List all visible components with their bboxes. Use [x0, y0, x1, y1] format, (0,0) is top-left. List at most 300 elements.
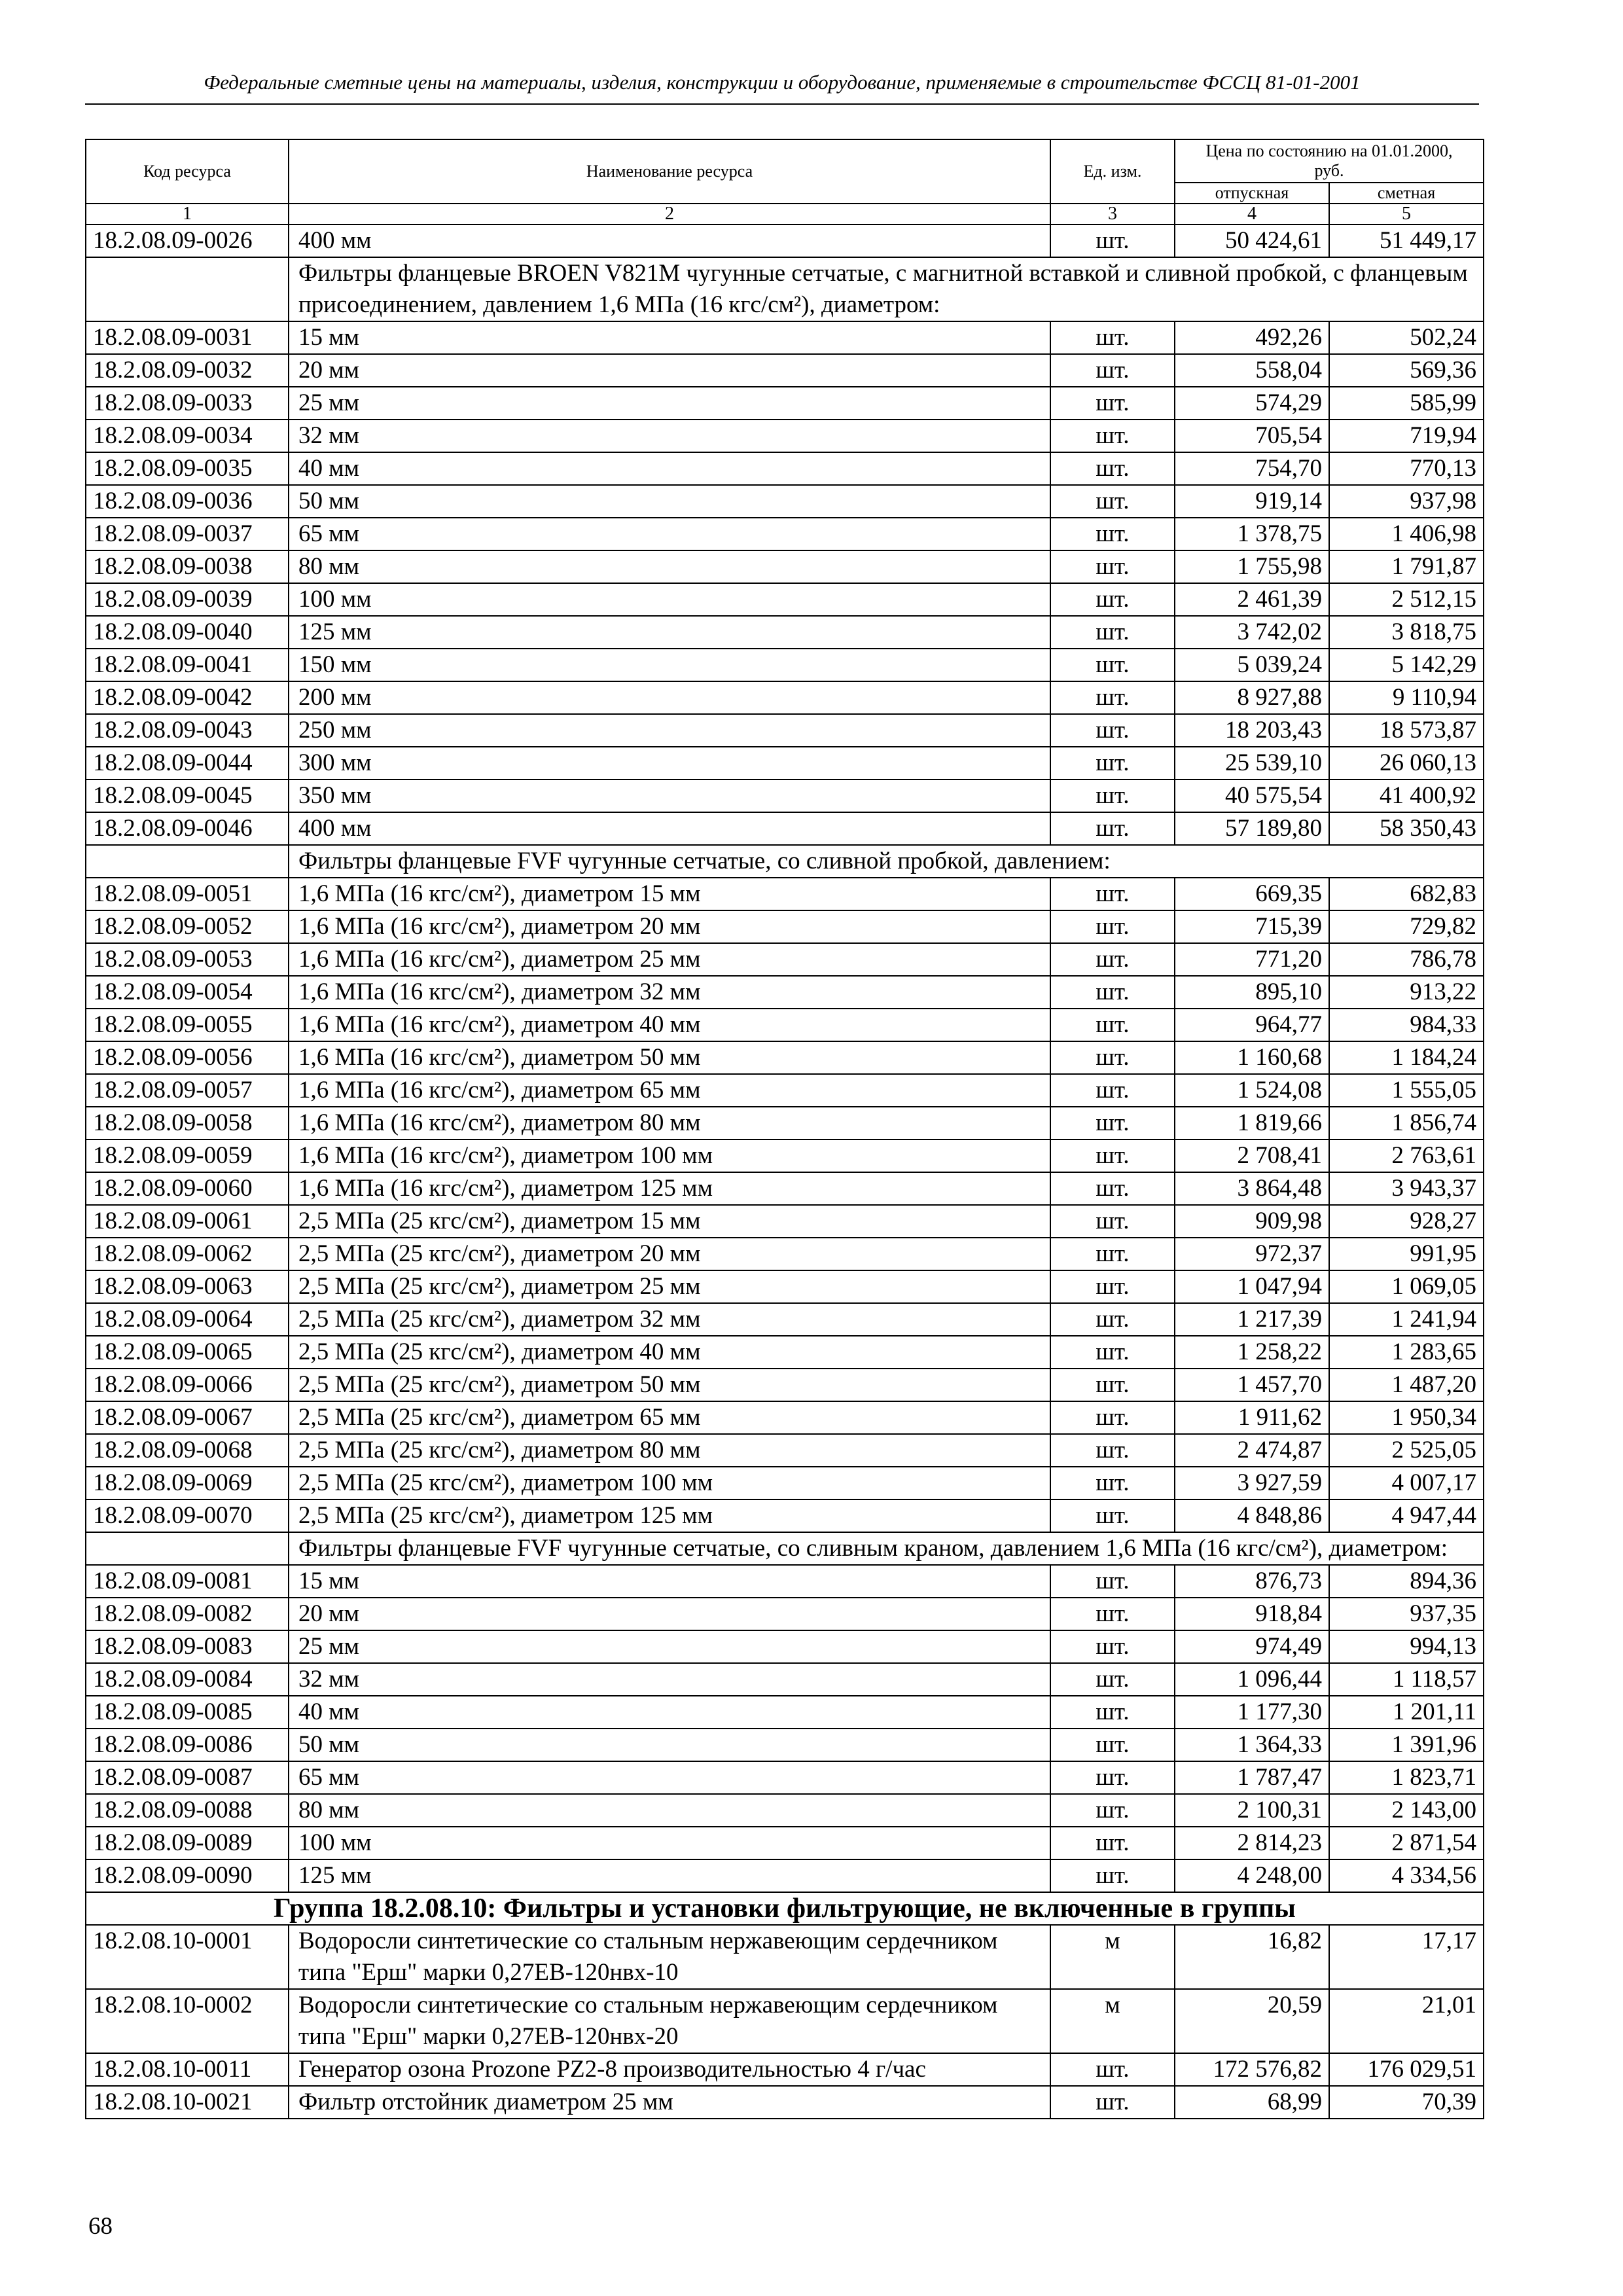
estimate-price-cell: 682,83 — [1329, 878, 1484, 910]
unit-cell: шт. — [1050, 1630, 1175, 1663]
resource-name-cell: Фильтр отстойник диаметром 25 мм — [289, 2086, 1050, 2119]
resource-name-cell: 2,5 МПа (25 кгс/см²), диаметром 80 мм — [289, 1434, 1050, 1467]
resource-name-cell: 2,5 МПа (25 кгс/см²), диаметром 40 мм — [289, 1336, 1050, 1369]
resource-name-cell: 40 мм — [289, 452, 1050, 485]
table-row — [86, 910, 1484, 943]
unit-cell: шт. — [1050, 583, 1175, 616]
estimate-price-cell: 1 069,05 — [1329, 1270, 1484, 1303]
resource-code-cell: 18.2.08.09-0061 — [86, 1205, 289, 1238]
estimate-price-cell: 1 791,87 — [1329, 550, 1484, 583]
table-row — [86, 1205, 1484, 1238]
resource-code-cell: 18.2.08.09-0056 — [86, 1041, 289, 1074]
unit-cell: шт. — [1050, 354, 1175, 387]
resource-code-cell: 18.2.08.09-0053 — [86, 943, 289, 976]
col-header-unit: Ед. изм. — [1050, 139, 1175, 204]
release-price-cell: 8 927,88 — [1175, 681, 1329, 714]
resource-code-cell: 18.2.08.09-0034 — [86, 420, 289, 452]
unit-cell: шт. — [1050, 910, 1175, 943]
release-price-cell: 1 787,47 — [1175, 1761, 1329, 1794]
estimate-price-cell: 3 943,37 — [1329, 1172, 1484, 1205]
table-row — [86, 1859, 1484, 1892]
unit-cell: шт. — [1050, 1270, 1175, 1303]
resource-name-cell: 1,6 МПа (16 кгс/см²), диаметром 32 мм — [289, 976, 1050, 1009]
col-number-4: 4 — [1175, 204, 1329, 224]
unit-cell: шт. — [1050, 1172, 1175, 1205]
resource-name-cell: 15 мм — [289, 321, 1050, 354]
resource-code-cell: 18.2.08.09-0046 — [86, 812, 289, 845]
resource-name-cell: 1,6 МПа (16 кгс/см²), диаметром 100 мм — [289, 1139, 1050, 1172]
unit-cell: м — [1050, 1925, 1175, 1989]
resource-name-cell: 1,6 МПа (16 кгс/см²), диаметром 25 мм — [289, 943, 1050, 976]
unit-cell: шт. — [1050, 649, 1175, 681]
resource-name-cell: Генератор озона Prozone PZ2-8 производительностью 4 г/час — [289, 2053, 1050, 2086]
release-price-cell: 574,29 — [1175, 387, 1329, 420]
resource-name-cell: 50 мм — [289, 1729, 1050, 1761]
release-price-cell: 1 364,33 — [1175, 1729, 1329, 1761]
table-row — [86, 1336, 1484, 1369]
release-price-cell: 1 217,39 — [1175, 1303, 1329, 1336]
estimate-price-cell: 1 406,98 — [1329, 518, 1484, 550]
release-price-cell: 492,26 — [1175, 321, 1329, 354]
estimate-price-cell: 1 184,24 — [1329, 1041, 1484, 1074]
table-row — [86, 387, 1484, 420]
release-price-cell: 172 576,82 — [1175, 2053, 1329, 2086]
release-price-cell: 1 457,70 — [1175, 1369, 1329, 1401]
resource-code-cell: 18.2.08.09-0088 — [86, 1794, 289, 1827]
resource-code-cell: 18.2.08.10-0021 — [86, 2086, 289, 2119]
table-row — [86, 550, 1484, 583]
resource-name-cell: 100 мм — [289, 583, 1050, 616]
estimate-price-cell: 2 525,05 — [1329, 1434, 1484, 1467]
unit-cell: шт. — [1050, 1041, 1175, 1074]
resource-code-cell: 18.2.08.09-0068 — [86, 1434, 289, 1467]
resource-code-cell: 18.2.08.09-0066 — [86, 1369, 289, 1401]
unit-cell: шт. — [1050, 1696, 1175, 1729]
table-row — [86, 1696, 1484, 1729]
table-row — [86, 1041, 1484, 1074]
resource-name-cell: 65 мм — [289, 518, 1050, 550]
release-price-cell: 715,39 — [1175, 910, 1329, 943]
table-row — [86, 1107, 1484, 1139]
estimate-price-cell: 894,36 — [1329, 1565, 1484, 1598]
release-price-cell: 5 039,24 — [1175, 649, 1329, 681]
unit-cell: шт. — [1050, 878, 1175, 910]
estimate-price-cell: 1 950,34 — [1329, 1401, 1484, 1434]
estimate-price-cell: 1 241,94 — [1329, 1303, 1484, 1336]
estimate-price-cell: 913,22 — [1329, 976, 1484, 1009]
unit-cell: шт. — [1050, 2053, 1175, 2086]
estimate-price-cell: 994,13 — [1329, 1630, 1484, 1663]
estimate-price-cell: 17,17 — [1329, 1925, 1484, 1989]
estimate-price-cell: 1 391,96 — [1329, 1729, 1484, 1761]
resource-name-cell: 400 мм — [289, 812, 1050, 845]
unit-cell: шт. — [1050, 1565, 1175, 1598]
release-price-cell: 558,04 — [1175, 354, 1329, 387]
release-price-cell: 964,77 — [1175, 1009, 1329, 1041]
table-row — [86, 714, 1484, 747]
unit-cell: шт. — [1050, 2086, 1175, 2119]
table-row — [86, 1827, 1484, 1859]
resource-code-cell: 18.2.08.09-0081 — [86, 1565, 289, 1598]
unit-cell: шт. — [1050, 1598, 1175, 1630]
col-header-release: отпускная — [1175, 183, 1329, 204]
table-row — [86, 452, 1484, 485]
unit-cell: шт. — [1050, 1434, 1175, 1467]
table-row — [86, 420, 1484, 452]
estimate-price-cell: 2 143,00 — [1329, 1794, 1484, 1827]
resource-code-cell: 18.2.08.09-0057 — [86, 1074, 289, 1107]
group-heading-row — [86, 1892, 1484, 1925]
description-row — [86, 1532, 1484, 1565]
unit-cell: шт. — [1050, 1401, 1175, 1434]
unit-cell: м — [1050, 1989, 1175, 2053]
estimate-price-cell: 984,33 — [1329, 1009, 1484, 1041]
resource-name-cell: 25 мм — [289, 387, 1050, 420]
resource-code-cell: 18.2.08.09-0042 — [86, 681, 289, 714]
unit-cell: шт. — [1050, 812, 1175, 845]
release-price-cell: 919,14 — [1175, 485, 1329, 518]
resource-name-cell: 2,5 МПа (25 кгс/см²), диаметром 65 мм — [289, 1401, 1050, 1434]
table-row — [86, 616, 1484, 649]
estimate-price-cell: 1 118,57 — [1329, 1663, 1484, 1696]
description-code-cell — [86, 257, 289, 321]
table-row — [86, 1565, 1484, 1598]
unit-cell: шт. — [1050, 681, 1175, 714]
resource-name-cell: 125 мм — [289, 616, 1050, 649]
resource-name-cell: 2,5 МПа (25 кгс/см²), диаметром 20 мм — [289, 1238, 1050, 1270]
release-price-cell: 1 258,22 — [1175, 1336, 1329, 1369]
resource-code-cell: 18.2.08.09-0055 — [86, 1009, 289, 1041]
resource-code-cell: 18.2.08.09-0035 — [86, 452, 289, 485]
resource-code-cell: 18.2.08.09-0039 — [86, 583, 289, 616]
table-row — [86, 1009, 1484, 1041]
table-row — [86, 321, 1484, 354]
col-number-2: 2 — [289, 204, 1050, 224]
resource-name-cell: 25 мм — [289, 1630, 1050, 1663]
estimate-price-cell: 4 947,44 — [1329, 1499, 1484, 1532]
table-row — [86, 943, 1484, 976]
unit-cell: шт. — [1050, 1336, 1175, 1369]
estimate-price-cell: 4 007,17 — [1329, 1467, 1484, 1499]
resource-code-cell: 18.2.08.09-0037 — [86, 518, 289, 550]
group-heading: Группа 18.2.08.10: Фильтры и установки фильтрующие, не включенные в группы — [86, 1892, 1484, 1925]
resource-code-cell: 18.2.08.09-0083 — [86, 1630, 289, 1663]
resource-name-cell: 2,5 МПа (25 кгс/см²), диаметром 100 мм — [289, 1467, 1050, 1499]
resource-name-cell: 32 мм — [289, 420, 1050, 452]
col-number-3: 3 — [1050, 204, 1175, 224]
resource-code-cell: 18.2.08.09-0086 — [86, 1729, 289, 1761]
table-row — [86, 747, 1484, 780]
release-price-cell: 1 177,30 — [1175, 1696, 1329, 1729]
table-row — [86, 649, 1484, 681]
unit-cell: шт. — [1050, 747, 1175, 780]
resource-code-cell: 18.2.08.09-0052 — [86, 910, 289, 943]
resource-code-cell: 18.2.08.09-0089 — [86, 1827, 289, 1859]
estimate-price-cell: 41 400,92 — [1329, 780, 1484, 812]
resource-code-cell: 18.2.08.09-0036 — [86, 485, 289, 518]
release-price-cell: 2 814,23 — [1175, 1827, 1329, 1859]
unit-cell: шт. — [1050, 452, 1175, 485]
release-price-cell: 3 742,02 — [1175, 616, 1329, 649]
description-text: Фильтры фланцевые FVF чугунные сетчатые, со сливным краном, давлением 1,6 МПа (16 кгс/см²), диаметром: — [289, 1532, 1484, 1565]
description-text: Фильтры фланцевые FVF чугунные сетчатые, со сливной пробкой, давлением: — [289, 845, 1484, 878]
table-row — [86, 1270, 1484, 1303]
table-row — [86, 976, 1484, 1009]
resource-code-cell: 18.2.08.09-0033 — [86, 387, 289, 420]
table-row — [86, 1139, 1484, 1172]
table-row — [86, 1630, 1484, 1663]
unit-cell: шт. — [1050, 1761, 1175, 1794]
unit-cell: шт. — [1050, 387, 1175, 420]
estimate-price-cell: 2 512,15 — [1329, 583, 1484, 616]
resource-code-cell: 18.2.08.09-0090 — [86, 1859, 289, 1892]
release-price-cell: 50 424,61 — [1175, 224, 1329, 257]
release-price-cell: 20,59 — [1175, 1989, 1329, 2053]
estimate-price-cell: 18 573,87 — [1329, 714, 1484, 747]
unit-cell: шт. — [1050, 1238, 1175, 1270]
col-number-5: 5 — [1329, 204, 1484, 224]
table-row — [86, 1663, 1484, 1696]
estimate-price-cell: 5 142,29 — [1329, 649, 1484, 681]
table-row — [86, 1434, 1484, 1467]
unit-cell: шт. — [1050, 518, 1175, 550]
resource-code-cell: 18.2.08.09-0082 — [86, 1598, 289, 1630]
resource-code-cell: 18.2.08.09-0032 — [86, 354, 289, 387]
resource-code-cell: 18.2.08.09-0041 — [86, 649, 289, 681]
col-header-estimate: сметная — [1329, 183, 1484, 204]
unit-cell: шт. — [1050, 1107, 1175, 1139]
release-price-cell: 57 189,80 — [1175, 812, 1329, 845]
table-row — [86, 681, 1484, 714]
resource-name-cell: 150 мм — [289, 649, 1050, 681]
estimate-price-cell: 1 555,05 — [1329, 1074, 1484, 1107]
estimate-price-cell: 51 449,17 — [1329, 224, 1484, 257]
unit-cell: шт. — [1050, 1827, 1175, 1859]
resource-code-cell: 18.2.08.09-0038 — [86, 550, 289, 583]
release-price-cell: 1 096,44 — [1175, 1663, 1329, 1696]
resource-code-cell: 18.2.08.09-0051 — [86, 878, 289, 910]
release-price-cell: 895,10 — [1175, 976, 1329, 1009]
resource-code-cell: 18.2.08.09-0087 — [86, 1761, 289, 1794]
resource-name-cell: 250 мм — [289, 714, 1050, 747]
release-price-cell: 918,84 — [1175, 1598, 1329, 1630]
unit-cell: шт. — [1050, 1499, 1175, 1532]
col-header-name: Наименование ресурса — [289, 139, 1050, 204]
resource-name-cell: 1,6 МПа (16 кгс/см²), диаметром 80 мм — [289, 1107, 1050, 1139]
unit-cell: шт. — [1050, 224, 1175, 257]
resource-name-cell: 15 мм — [289, 1565, 1050, 1598]
table-row — [86, 878, 1484, 910]
release-price-cell: 1 047,94 — [1175, 1270, 1329, 1303]
resource-code-cell: 18.2.08.09-0060 — [86, 1172, 289, 1205]
release-price-cell: 25 539,10 — [1175, 747, 1329, 780]
release-price-cell: 972,37 — [1175, 1238, 1329, 1270]
description-text: Фильтры фланцевые BROEN V821M чугунные сетчатые, с магнитной вставкой и сливной пробкой, с фланцевым присоединением, давлением 1,6 МПа (16 кгс/см²), диаметром: — [289, 257, 1484, 321]
resource-code-cell: 18.2.08.09-0043 — [86, 714, 289, 747]
release-price-cell: 4 248,00 — [1175, 1859, 1329, 1892]
unit-cell: шт. — [1050, 321, 1175, 354]
table-body — [86, 224, 1484, 2119]
col-number-1: 1 — [86, 204, 289, 224]
table-row — [86, 485, 1484, 518]
resource-name-cell: 1,6 МПа (16 кгс/см²), диаметром 125 мм — [289, 1172, 1050, 1205]
resource-name-cell: 1,6 МПа (16 кгс/см²), диаметром 65 мм — [289, 1074, 1050, 1107]
resource-name-cell: 65 мм — [289, 1761, 1050, 1794]
release-price-cell: 876,73 — [1175, 1565, 1329, 1598]
resource-code-cell: 18.2.08.09-0058 — [86, 1107, 289, 1139]
resource-code-cell: 18.2.08.09-0069 — [86, 1467, 289, 1499]
unit-cell: шт. — [1050, 485, 1175, 518]
unit-cell: шт. — [1050, 1074, 1175, 1107]
resource-name-cell: 80 мм — [289, 1794, 1050, 1827]
resource-name-cell: 350 мм — [289, 780, 1050, 812]
unit-cell: шт. — [1050, 616, 1175, 649]
release-price-cell: 705,54 — [1175, 420, 1329, 452]
resource-name-cell: 2,5 МПа (25 кгс/см²), диаметром 15 мм — [289, 1205, 1050, 1238]
resource-name-cell: 300 мм — [289, 747, 1050, 780]
unit-cell: шт. — [1050, 420, 1175, 452]
release-price-cell: 2 461,39 — [1175, 583, 1329, 616]
unit-cell: шт. — [1050, 1009, 1175, 1041]
table-row — [86, 1794, 1484, 1827]
table-row — [86, 583, 1484, 616]
resource-code-cell: 18.2.08.09-0059 — [86, 1139, 289, 1172]
table-row — [86, 1761, 1484, 1794]
table-row — [86, 812, 1484, 845]
description-row — [86, 845, 1484, 878]
resource-code-cell: 18.2.08.09-0064 — [86, 1303, 289, 1336]
estimate-price-cell: 1 283,65 — [1329, 1336, 1484, 1369]
unit-cell: шт. — [1050, 1794, 1175, 1827]
resource-code-cell: 18.2.08.09-0084 — [86, 1663, 289, 1696]
resource-code-cell: 18.2.08.09-0062 — [86, 1238, 289, 1270]
resource-name-cell: 20 мм — [289, 1598, 1050, 1630]
unit-cell: шт. — [1050, 714, 1175, 747]
estimate-price-cell: 719,94 — [1329, 420, 1484, 452]
price-table — [85, 139, 1484, 2119]
resource-code-cell: 18.2.08.09-0054 — [86, 976, 289, 1009]
release-price-cell: 909,98 — [1175, 1205, 1329, 1238]
table-row — [86, 2053, 1484, 2086]
estimate-price-cell: 991,95 — [1329, 1238, 1484, 1270]
resource-name-cell: 1,6 МПа (16 кгс/см²), диаметром 15 мм — [289, 878, 1050, 910]
estimate-price-cell: 58 350,43 — [1329, 812, 1484, 845]
table-row — [86, 1238, 1484, 1270]
description-code-cell — [86, 1532, 289, 1565]
resource-name-cell: Водоросли синтетические со стальным нержавеющим сердечником типа "Ерш" марки 0,27ЕВ-120нвх-20 — [289, 1989, 1050, 2053]
table-row — [86, 1401, 1484, 1434]
release-price-cell: 669,35 — [1175, 878, 1329, 910]
resource-name-cell: 40 мм — [289, 1696, 1050, 1729]
unit-cell: шт. — [1050, 943, 1175, 976]
release-price-cell: 1 819,66 — [1175, 1107, 1329, 1139]
resource-name-cell: 80 мм — [289, 550, 1050, 583]
table-row — [86, 224, 1484, 257]
table-row — [86, 518, 1484, 550]
col-header-code: Код ресурса — [86, 139, 289, 204]
unit-cell: шт. — [1050, 1139, 1175, 1172]
unit-cell: шт. — [1050, 1467, 1175, 1499]
resource-name-cell: 125 мм — [289, 1859, 1050, 1892]
estimate-price-cell: 937,98 — [1329, 485, 1484, 518]
release-price-cell: 1 160,68 — [1175, 1041, 1329, 1074]
resource-code-cell: 18.2.08.09-0063 — [86, 1270, 289, 1303]
resource-name-cell: 100 мм — [289, 1827, 1050, 1859]
unit-cell: шт. — [1050, 780, 1175, 812]
table-row — [86, 1074, 1484, 1107]
resource-name-cell: 32 мм — [289, 1663, 1050, 1696]
page-number: 68 — [88, 2213, 113, 2240]
unit-cell: шт. — [1050, 1303, 1175, 1336]
release-price-cell: 1 755,98 — [1175, 550, 1329, 583]
unit-cell: шт. — [1050, 1859, 1175, 1892]
estimate-price-cell: 9 110,94 — [1329, 681, 1484, 714]
unit-cell: шт. — [1050, 976, 1175, 1009]
table-row — [86, 1729, 1484, 1761]
resource-name-cell: 2,5 МПа (25 кгс/см²), диаметром 32 мм — [289, 1303, 1050, 1336]
release-price-cell: 2 474,87 — [1175, 1434, 1329, 1467]
table-row — [86, 1989, 1484, 2053]
release-price-cell: 754,70 — [1175, 452, 1329, 485]
resource-code-cell: 18.2.08.10-0001 — [86, 1925, 289, 1989]
estimate-price-cell: 3 818,75 — [1329, 616, 1484, 649]
estimate-price-cell: 770,13 — [1329, 452, 1484, 485]
release-price-cell: 3 864,48 — [1175, 1172, 1329, 1205]
estimate-price-cell: 928,27 — [1329, 1205, 1484, 1238]
release-price-cell: 40 575,54 — [1175, 780, 1329, 812]
table-row — [86, 2086, 1484, 2119]
resource-name-cell: 20 мм — [289, 354, 1050, 387]
col-header-price: Цена по состоянию на 01.01.2000, руб. — [1175, 139, 1484, 183]
estimate-price-cell: 502,24 — [1329, 321, 1484, 354]
resource-code-cell: 18.2.08.09-0070 — [86, 1499, 289, 1532]
estimate-price-cell: 585,99 — [1329, 387, 1484, 420]
release-price-cell: 18 203,43 — [1175, 714, 1329, 747]
resource-name-cell: 1,6 МПа (16 кгс/см²), диаметром 50 мм — [289, 1041, 1050, 1074]
resource-name-cell: 2,5 МПа (25 кгс/см²), диаметром 125 мм — [289, 1499, 1050, 1532]
release-price-cell: 1 911,62 — [1175, 1401, 1329, 1434]
estimate-price-cell: 176 029,51 — [1329, 2053, 1484, 2086]
header-rule — [85, 103, 1479, 105]
estimate-price-cell: 70,39 — [1329, 2086, 1484, 2119]
description-code-cell — [86, 845, 289, 878]
release-price-cell: 2 708,41 — [1175, 1139, 1329, 1172]
unit-cell: шт. — [1050, 1205, 1175, 1238]
table-row — [86, 1499, 1484, 1532]
unit-cell: шт. — [1050, 1369, 1175, 1401]
release-price-cell: 771,20 — [1175, 943, 1329, 976]
resource-code-cell: 18.2.08.09-0065 — [86, 1336, 289, 1369]
resource-code-cell: 18.2.08.09-0031 — [86, 321, 289, 354]
estimate-price-cell: 1 487,20 — [1329, 1369, 1484, 1401]
resource-code-cell: 18.2.08.09-0085 — [86, 1696, 289, 1729]
estimate-price-cell: 2 763,61 — [1329, 1139, 1484, 1172]
release-price-cell: 3 927,59 — [1175, 1467, 1329, 1499]
resource-code-cell: 18.2.08.09-0040 — [86, 616, 289, 649]
resource-name-cell: 1,6 МПа (16 кгс/см²), диаметром 40 мм — [289, 1009, 1050, 1041]
estimate-price-cell: 2 871,54 — [1329, 1827, 1484, 1859]
release-price-cell: 974,49 — [1175, 1630, 1329, 1663]
resource-code-cell: 18.2.08.10-0011 — [86, 2053, 289, 2086]
resource-code-cell: 18.2.08.09-0044 — [86, 747, 289, 780]
table-row — [86, 1172, 1484, 1205]
table-row — [86, 1925, 1484, 1989]
release-price-cell: 16,82 — [1175, 1925, 1329, 1989]
release-price-cell: 4 848,86 — [1175, 1499, 1329, 1532]
estimate-price-cell: 1 201,11 — [1329, 1696, 1484, 1729]
resource-name-cell: 2,5 МПа (25 кгс/см²), диаметром 50 мм — [289, 1369, 1050, 1401]
resource-name-cell: 200 мм — [289, 681, 1050, 714]
